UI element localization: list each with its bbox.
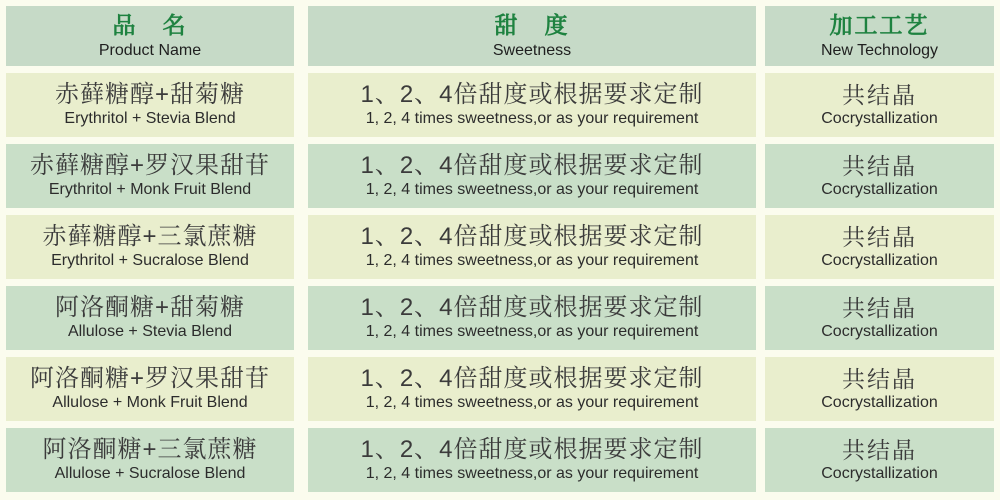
technology-zh: 共结晶 [842,152,917,179]
header-sweetness-en: Sweetness [492,41,572,59]
table-row [6,73,994,137]
header-cell-product [6,6,294,66]
technology-zh: 共结晶 [842,365,917,392]
product-name-zh: 赤藓糖醇+罗汉果甜苷 [29,152,270,179]
sweetness-en: 1, 2, 4 times sweetness,or as your requirement [365,252,699,270]
technology-cell [765,357,994,421]
header-cell-sweetness [308,6,756,66]
header-sweetness-zh: 甜 度 [494,11,570,38]
product-name-zh: 赤藓糖醇+三氯蔗糖 [42,223,258,250]
table-row [6,215,994,279]
technology-zh: 共结晶 [842,294,917,321]
sweetness-en: 1, 2, 4 times sweetness,or as your requirement [365,394,699,412]
header-product-zh: 品 名 [112,11,188,38]
technology-zh: 共结晶 [842,436,917,463]
sweetness-zh: 1、2、4倍甜度或根据要求定制 [360,223,704,250]
technology-cell [765,215,994,279]
technology-en: Cocrystallization [821,464,938,482]
sweetness-cell [308,215,756,279]
technology-zh: 共结晶 [842,223,917,250]
product-name-en: Allulose + Sucralose Blend [54,465,246,483]
product-name-en: Erythritol + Stevia Blend [64,110,236,128]
product-name-en: Allulose + Stevia Blend [67,323,233,341]
sweetness-cell [308,286,756,350]
product-name-zh: 阿洛酮糖+罗汉果甜苷 [29,365,270,392]
header-technology-en: New Technology [820,41,939,59]
sweetness-zh: 1、2、4倍甜度或根据要求定制 [360,436,704,463]
product-cell [6,428,294,492]
product-cell [6,144,294,208]
sweetness-zh: 1、2、4倍甜度或根据要求定制 [360,294,704,321]
product-name-zh: 赤藓糖醇+甜菊糖 [54,81,245,108]
header-product-en: Product Name [98,41,202,59]
product-cell [6,357,294,421]
technology-cell [765,73,994,137]
product-name-zh: 阿洛酮糖+甜菊糖 [54,294,245,321]
technology-en: Cocrystallization [821,322,938,340]
sweetness-zh: 1、2、4倍甜度或根据要求定制 [360,81,704,108]
technology-cell [765,286,994,350]
sweetness-en: 1, 2, 4 times sweetness,or as your requirement [365,110,699,128]
product-name-en: Allulose + Monk Fruit Blend [52,394,248,412]
table-row [6,144,994,208]
product-cell [6,215,294,279]
technology-cell [765,428,994,492]
sweetness-en: 1, 2, 4 times sweetness,or as your requirement [365,181,699,199]
header-cell-technology [765,6,994,66]
technology-zh: 共结晶 [842,81,917,108]
sweetness-cell [308,144,756,208]
table-row [6,357,994,421]
product-name-en: Erythritol + Monk Fruit Blend [48,181,252,199]
sweetness-en: 1, 2, 4 times sweetness,or as your requirement [365,465,699,483]
sweetness-cell [308,428,756,492]
sweetness-cell [308,73,756,137]
table-header-row [6,6,994,66]
sweetness-zh: 1、2、4倍甜度或根据要求定制 [360,152,704,179]
table-row [6,428,994,492]
technology-en: Cocrystallization [821,251,938,269]
header-technology-zh: 加工工艺 [829,11,930,38]
technology-en: Cocrystallization [821,393,938,411]
product-name-zh: 阿洛酮糖+三氯蔗糖 [42,436,258,463]
sweetness-en: 1, 2, 4 times sweetness,or as your requirement [365,323,699,341]
product-cell [6,286,294,350]
sweetness-cell [308,357,756,421]
sweetness-zh: 1、2、4倍甜度或根据要求定制 [360,365,704,392]
table-row [6,286,994,350]
technology-en: Cocrystallization [821,180,938,198]
technology-cell [765,144,994,208]
technology-en: Cocrystallization [821,109,938,127]
product-cell [6,73,294,137]
product-name-en: Erythritol + Sucralose Blend [51,252,249,270]
